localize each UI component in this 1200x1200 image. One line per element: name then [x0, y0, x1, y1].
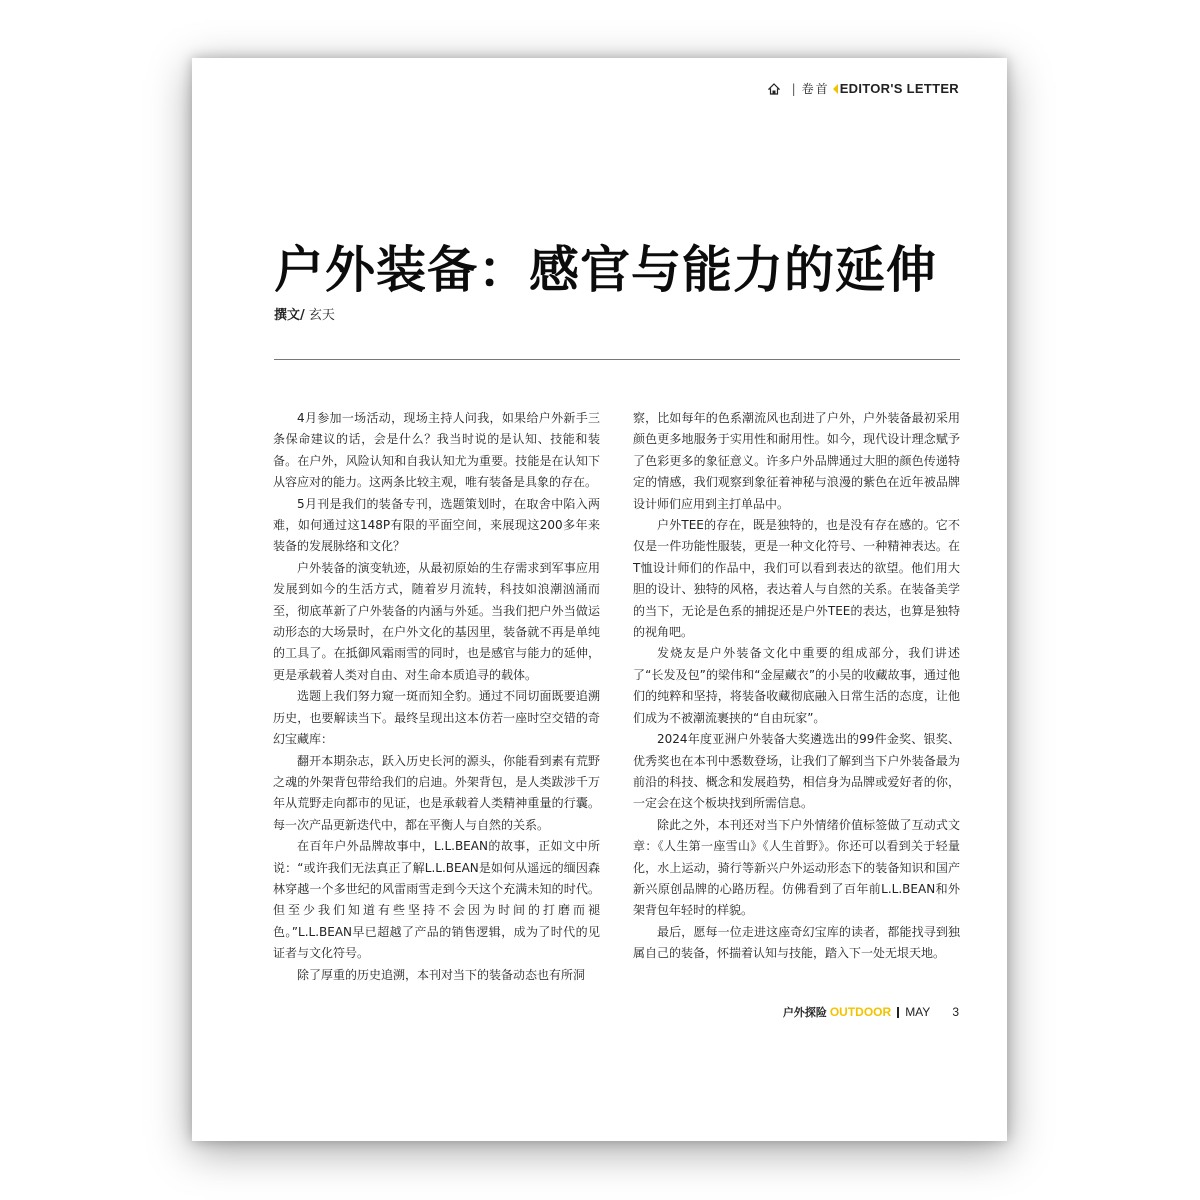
section-name-en: EDITOR'S LETTER	[839, 81, 959, 96]
paragraph: 户外装备的演变轨迹，从最初原始的生存需求到军事应用发展到如今的生活方式，随着岁月流转，科技如浪潮汹涌而至，彻底革新了户外装备的内涵与外延。当我们把户外当做运动形态的大场景时，在户外文化的基因里，装备就不再是单纯的工具了。在抵御风霜雨雪的同时，也是感官与能力的延伸，更是承载着人类对自由、对生命本质追寻的载体。	[273, 560, 600, 682]
paragraph: 5月刊是我们的装备专刊，选题策划时，在取舍中陷入两难，如何通过这148P有限的平面空间，来展现这200多年来装备的发展脉络和文化？	[273, 496, 600, 554]
article-title: 户外装备：感官与能力的延伸	[274, 241, 937, 299]
paragraph: 在百年户外品牌故事中，L.L.BEAN的故事，正如文中所说：“或许我们无法真正了解L.L.BEAN是如何从遥远的缅因森林穿越一个多世纪的风雷雨雪走到今天这个充满未知的时代。但至少我们知道有些坚持不会因为时间的打磨而褪色。”L.L.BEAN早已超越了产品的销售逻辑，成为了时代的见证者与文化符号。	[273, 839, 600, 961]
magazine-name-cn: 户外探险	[782, 1006, 827, 1019]
paragraph-continuation: 察，比如每年的色系潮流风也刮进了户外，户外装备最初采用颜色更多地服务于实用性和耐用性。如今，现代设计理念赋予了色彩更多的象征意义。许多户外品牌通过大胆的颜色传递特定的情感，我们观察到象征着神秘与浪漫的紫色在近年被品牌设计师们应用到主打单品中。	[633, 411, 960, 511]
paragraph: 翻开本期杂志，跃入历史长河的源头，你能看到素有荒野之魂的外架背包带给我们的启迪。外架背包，是人类跋涉千万年从荒野走向都市的见证，也是承载着人类精神重量的行囊。每一次产品更新迭代中，都在平衡人与自然的关系。	[273, 753, 600, 832]
paragraph: 户外TEE的存在，既是独特的，也是没有存在感的。它不仅是一件功能性服装，更是一种文化符号、一种精神表达。在T恤设计师们的作品中，我们可以看到表达的欲望。他们用大胆的设计、独特的风格，表达着人与自然的关系。在装备美学的当下，无论是色系的捕捉还是户外TEE的表达，也算是独特的视角吧。	[633, 518, 960, 640]
title-divider	[274, 359, 960, 360]
running-header	[768, 80, 959, 97]
header-separator: |	[791, 81, 796, 96]
section-name-cn: 卷首	[801, 82, 830, 96]
byline-author: 玄天	[308, 308, 335, 323]
paragraph: 发烧友是户外装备文化中重要的组成部分，我们讲述了“长发及包”的梁伟和“金屋藏衣”的小吴的收藏故事，通过他们的纯粹和坚持，将装备收藏彻底融入日常生活的态度，让他们成为不被潮流裹挟的“自由玩家”。	[633, 646, 960, 725]
left-column	[273, 408, 600, 986]
house-icon	[768, 83, 780, 95]
magazine-page	[192, 58, 1007, 1141]
footer-separator	[897, 1007, 899, 1018]
magazine-name-en: OUTDOOR	[829, 1005, 892, 1019]
running-footer	[783, 1004, 959, 1020]
paragraph: 除了厚重的历史追溯，本刊对当下的装备动态也有所洞	[297, 967, 586, 982]
page-number: 3	[952, 1005, 959, 1019]
arrow-left-icon	[833, 84, 838, 94]
issue-month: MAY	[905, 1005, 931, 1019]
right-column	[633, 408, 960, 965]
paragraph: 选题上我们努力窥一斑而知全豹。通过不同切面既要追溯历史，也要解读当下。最终呈现出这本仿若一座时空交错的奇幻宝藏库：	[273, 689, 600, 747]
paragraph: 最后，愿每一位走进这座奇幻宝库的读者，都能找寻到独属自己的装备，怀揣着认知与技能，踏入下一处无垠天地。	[633, 924, 960, 961]
byline-label: 撰文/	[274, 308, 305, 323]
paragraph: 4月参加一场活动，现场主持人问我，如果给户外新手三条保命建议的话，会是什么？我当时说的是认知、技能和装备。在户外，风险认知和自我认知尤为重要。技能是在认知下从容应对的能力。这两条比较主观，唯有装备是具象的存在。	[273, 411, 600, 490]
paragraph: 2024年度亚洲户外装备大奖遴选出的99件金奖、银奖、优秀奖也在本刊中悉数登场，让我们了解到当下户外装备最为前沿的科技、概念和发展趋势，相信身为品牌或爱好者的你，一定会在这个板块找到所需信息。	[633, 732, 960, 811]
paragraph: 除此之外，本刊还对当下户外情绪价值标签做了互动式文章：《人生第一座雪山》《人生首野》。你还可以看到关于轻量化，水上运动，骑行等新兴户外运动形态下的装备知识和国产新兴原创品牌的心路历程。仿佛看到了百年前L.L.BEAN和外架背包年轻时的样貌。	[633, 817, 960, 918]
byline	[274, 304, 335, 323]
